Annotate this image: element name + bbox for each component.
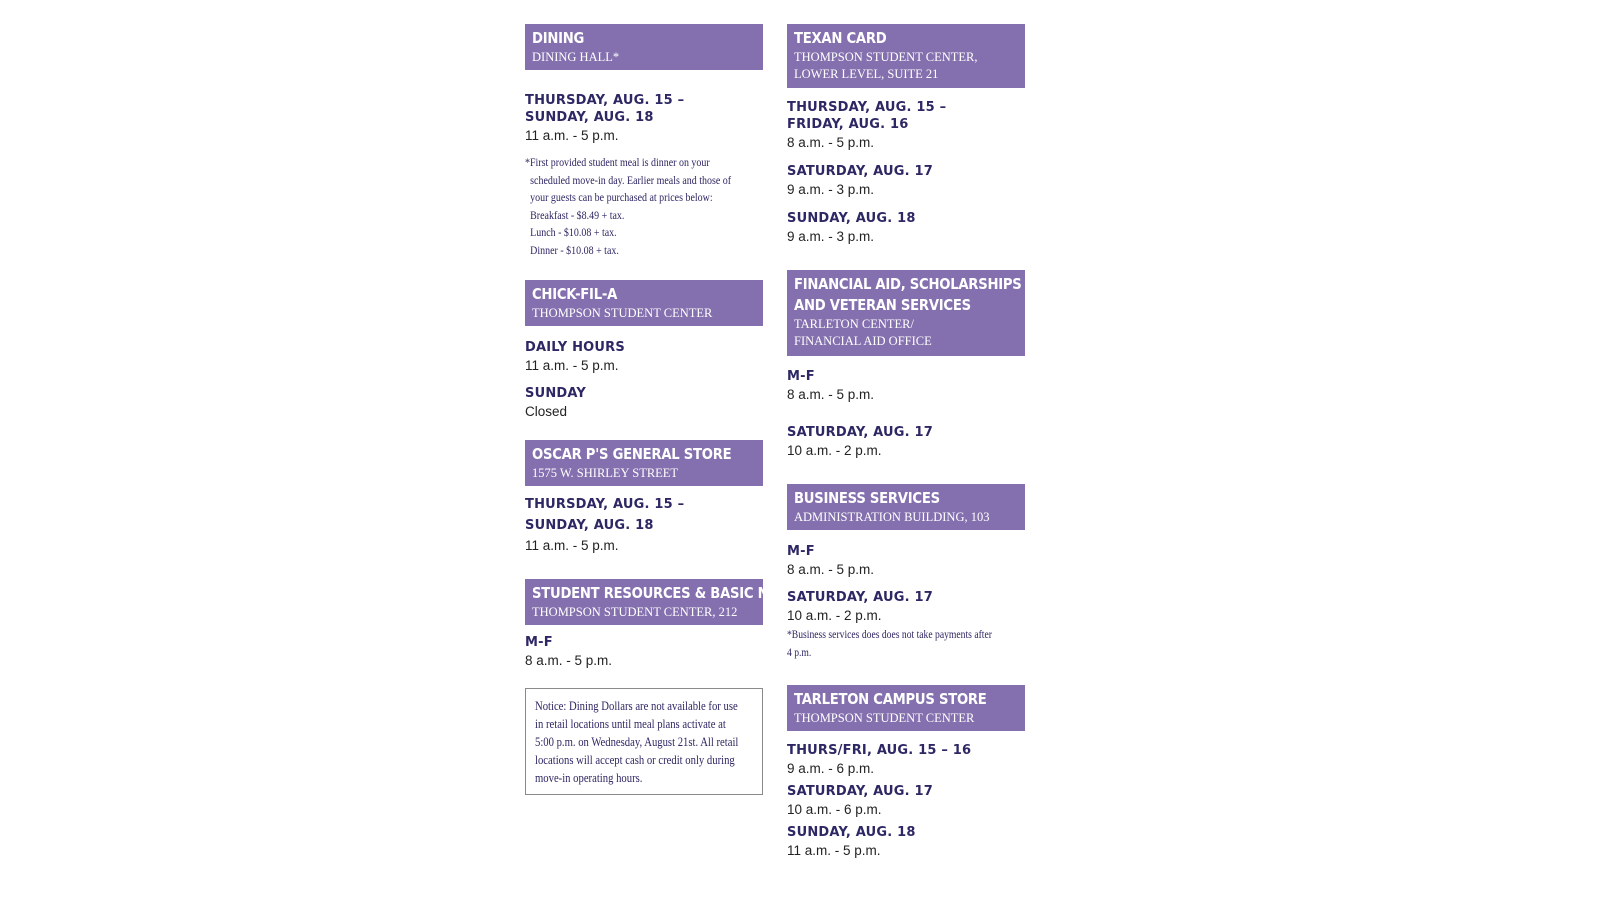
student-resources-label: M-F: [525, 634, 553, 650]
financial-aid-hours1: 8 a.m. - 5 p.m.: [787, 387, 875, 402]
dining-note-line: Breakfast - $8.49 + tax.: [530, 208, 625, 222]
chickfila-daily-hours: 11 a.m. - 5 p.m.: [525, 357, 619, 373]
student-resources-hours: 8 a.m. - 5 p.m.: [525, 652, 613, 668]
campus-store-label2: SATURDAY, AUG. 17: [787, 784, 934, 799]
chickfila-subtitle: THOMPSON STUDENT CENTER: [532, 305, 713, 320]
financial-aid-title-line1: FINANCIAL AID, SCHOLARSHIPS: [794, 275, 1022, 293]
dining-meal-note: [525, 154, 730, 260]
dining-title: DINING: [532, 29, 585, 47]
chickfila-daily-label: DAILY HOURS: [525, 339, 625, 355]
notice-line: Notice: Dining Dollars are not available for use: [535, 698, 738, 713]
campus-store-label3: SUNDAY, AUG. 18: [787, 825, 916, 840]
right-column: [787, 24, 1025, 860]
texan-card-subtitle-line2: LOWER LEVEL, SUITE 21: [794, 67, 939, 81]
dining-dollars-notice: [525, 688, 763, 795]
campus-store-header: [787, 685, 1025, 731]
campus-store-subtitle: THOMPSON STUDENT CENTER: [794, 711, 975, 725]
business-header: [787, 484, 1025, 530]
dining-hours: 11 a.m. - 5 p.m.: [525, 128, 619, 143]
business-label1: M-F: [787, 544, 815, 559]
business-title: BUSINESS SERVICES: [794, 489, 940, 507]
campus-store-hours2: 10 a.m. - 6 p.m.: [787, 802, 882, 817]
texan-card-title: TEXAN CARD: [794, 29, 887, 47]
financial-aid-label1: M-F: [787, 369, 815, 384]
financial-aid-subtitle-line2: FINANCIAL AID OFFICE: [794, 334, 932, 348]
student-resources-subtitle: THOMPSON STUDENT CENTER, 212: [532, 604, 738, 619]
dining-header: [525, 24, 763, 70]
financial-aid-subtitle-line1: TARLETON CENTER/: [794, 317, 914, 331]
texan-card-date1-line1: THURSDAY, AUG. 15 –: [787, 100, 947, 115]
dining-note-line: your guests can be purchased at prices below:: [530, 191, 713, 205]
dining-subtitle: DINING HALL*: [532, 50, 620, 64]
dining-note-line: *First provided student meal is dinner on your: [525, 156, 710, 169]
financial-aid-header: [787, 270, 1025, 356]
dining-note-line: Dinner - $10.08 + tax.: [530, 243, 619, 257]
business-hours2: 10 a.m. - 2 p.m.: [787, 608, 882, 623]
business-label2: SATURDAY, AUG. 17: [787, 590, 934, 605]
notice-line: 5:00 p.m. on Wednesday, August 21st. All retail: [535, 734, 739, 749]
texan-card-date2: SATURDAY, AUG. 17: [787, 164, 934, 179]
oscar-date-line2: SUNDAY, AUG. 18: [525, 517, 654, 533]
campus-store-label1: THURS/FRI, AUG. 15 – 16: [787, 743, 972, 758]
business-subtitle: ADMINISTRATION BUILDING, 103: [794, 510, 990, 524]
texan-card-hours1: 8 a.m. - 5 p.m.: [787, 135, 875, 150]
financial-aid-hours2: 10 a.m. - 2 p.m.: [787, 443, 882, 458]
texan-card-header: [787, 24, 1025, 88]
texan-card-hours2: 9 a.m. - 3 p.m.: [787, 182, 875, 197]
campus-store-hours1: 9 a.m. - 6 p.m.: [787, 761, 875, 776]
chickfila-sunday-hours: Closed: [525, 403, 568, 419]
texan-card-hours3: 9 a.m. - 3 p.m.: [787, 229, 875, 244]
notice-line: locations will accept cash or credit only during: [535, 752, 735, 767]
student-resources-title: STUDENT RESOURCES & BASIC NEEDS: [532, 583, 806, 602]
oscar-title: OSCAR P'S GENERAL STORE: [532, 444, 732, 463]
dining-date-line1: THURSDAY, AUG. 15 –: [525, 93, 685, 108]
business-payment-note: [787, 626, 992, 662]
texan-card-date3: SUNDAY, AUG. 18: [787, 211, 916, 226]
dining-note-line: scheduled move-in day. Earlier meals and those of: [530, 173, 732, 187]
dining-note-line: Lunch - $10.08 + tax.: [530, 226, 617, 240]
oscar-header: [525, 440, 763, 486]
chickfila-header: [525, 280, 763, 326]
texan-card-subtitle-line1: THOMPSON STUDENT CENTER,: [794, 50, 978, 64]
notice-line: in retail locations until meal plans activate at: [535, 716, 726, 731]
chickfila-title: CHICK-FIL-A: [532, 284, 618, 303]
dining-date-line2: SUNDAY, AUG. 18: [525, 110, 654, 125]
business-note-line1: *Business services does does not take payments after: [787, 629, 992, 641]
notice-text: [535, 697, 739, 787]
student-resources-header: [525, 579, 806, 625]
notice-line: move-in operating hours.: [535, 770, 643, 785]
texan-card-date1-line2: FRIDAY, AUG. 16: [787, 117, 909, 132]
oscar-subtitle: 1575 W. SHIRLEY STREET: [532, 465, 679, 480]
financial-aid-title-line2: AND VETERAN SERVICES: [794, 296, 971, 314]
oscar-date-line1: THURSDAY, AUG. 15 –: [525, 496, 685, 512]
financial-aid-label2: SATURDAY, AUG. 17: [787, 425, 934, 440]
campus-store-hours3: 11 a.m. - 5 p.m.: [787, 843, 881, 858]
oscar-hours: 11 a.m. - 5 p.m.: [525, 537, 619, 553]
business-hours1: 8 a.m. - 5 p.m.: [787, 562, 875, 577]
chickfila-sunday-label: SUNDAY: [525, 385, 587, 401]
campus-store-title: TARLETON CAMPUS STORE: [794, 690, 987, 708]
business-note-line2: 4 p.m.: [787, 647, 812, 659]
